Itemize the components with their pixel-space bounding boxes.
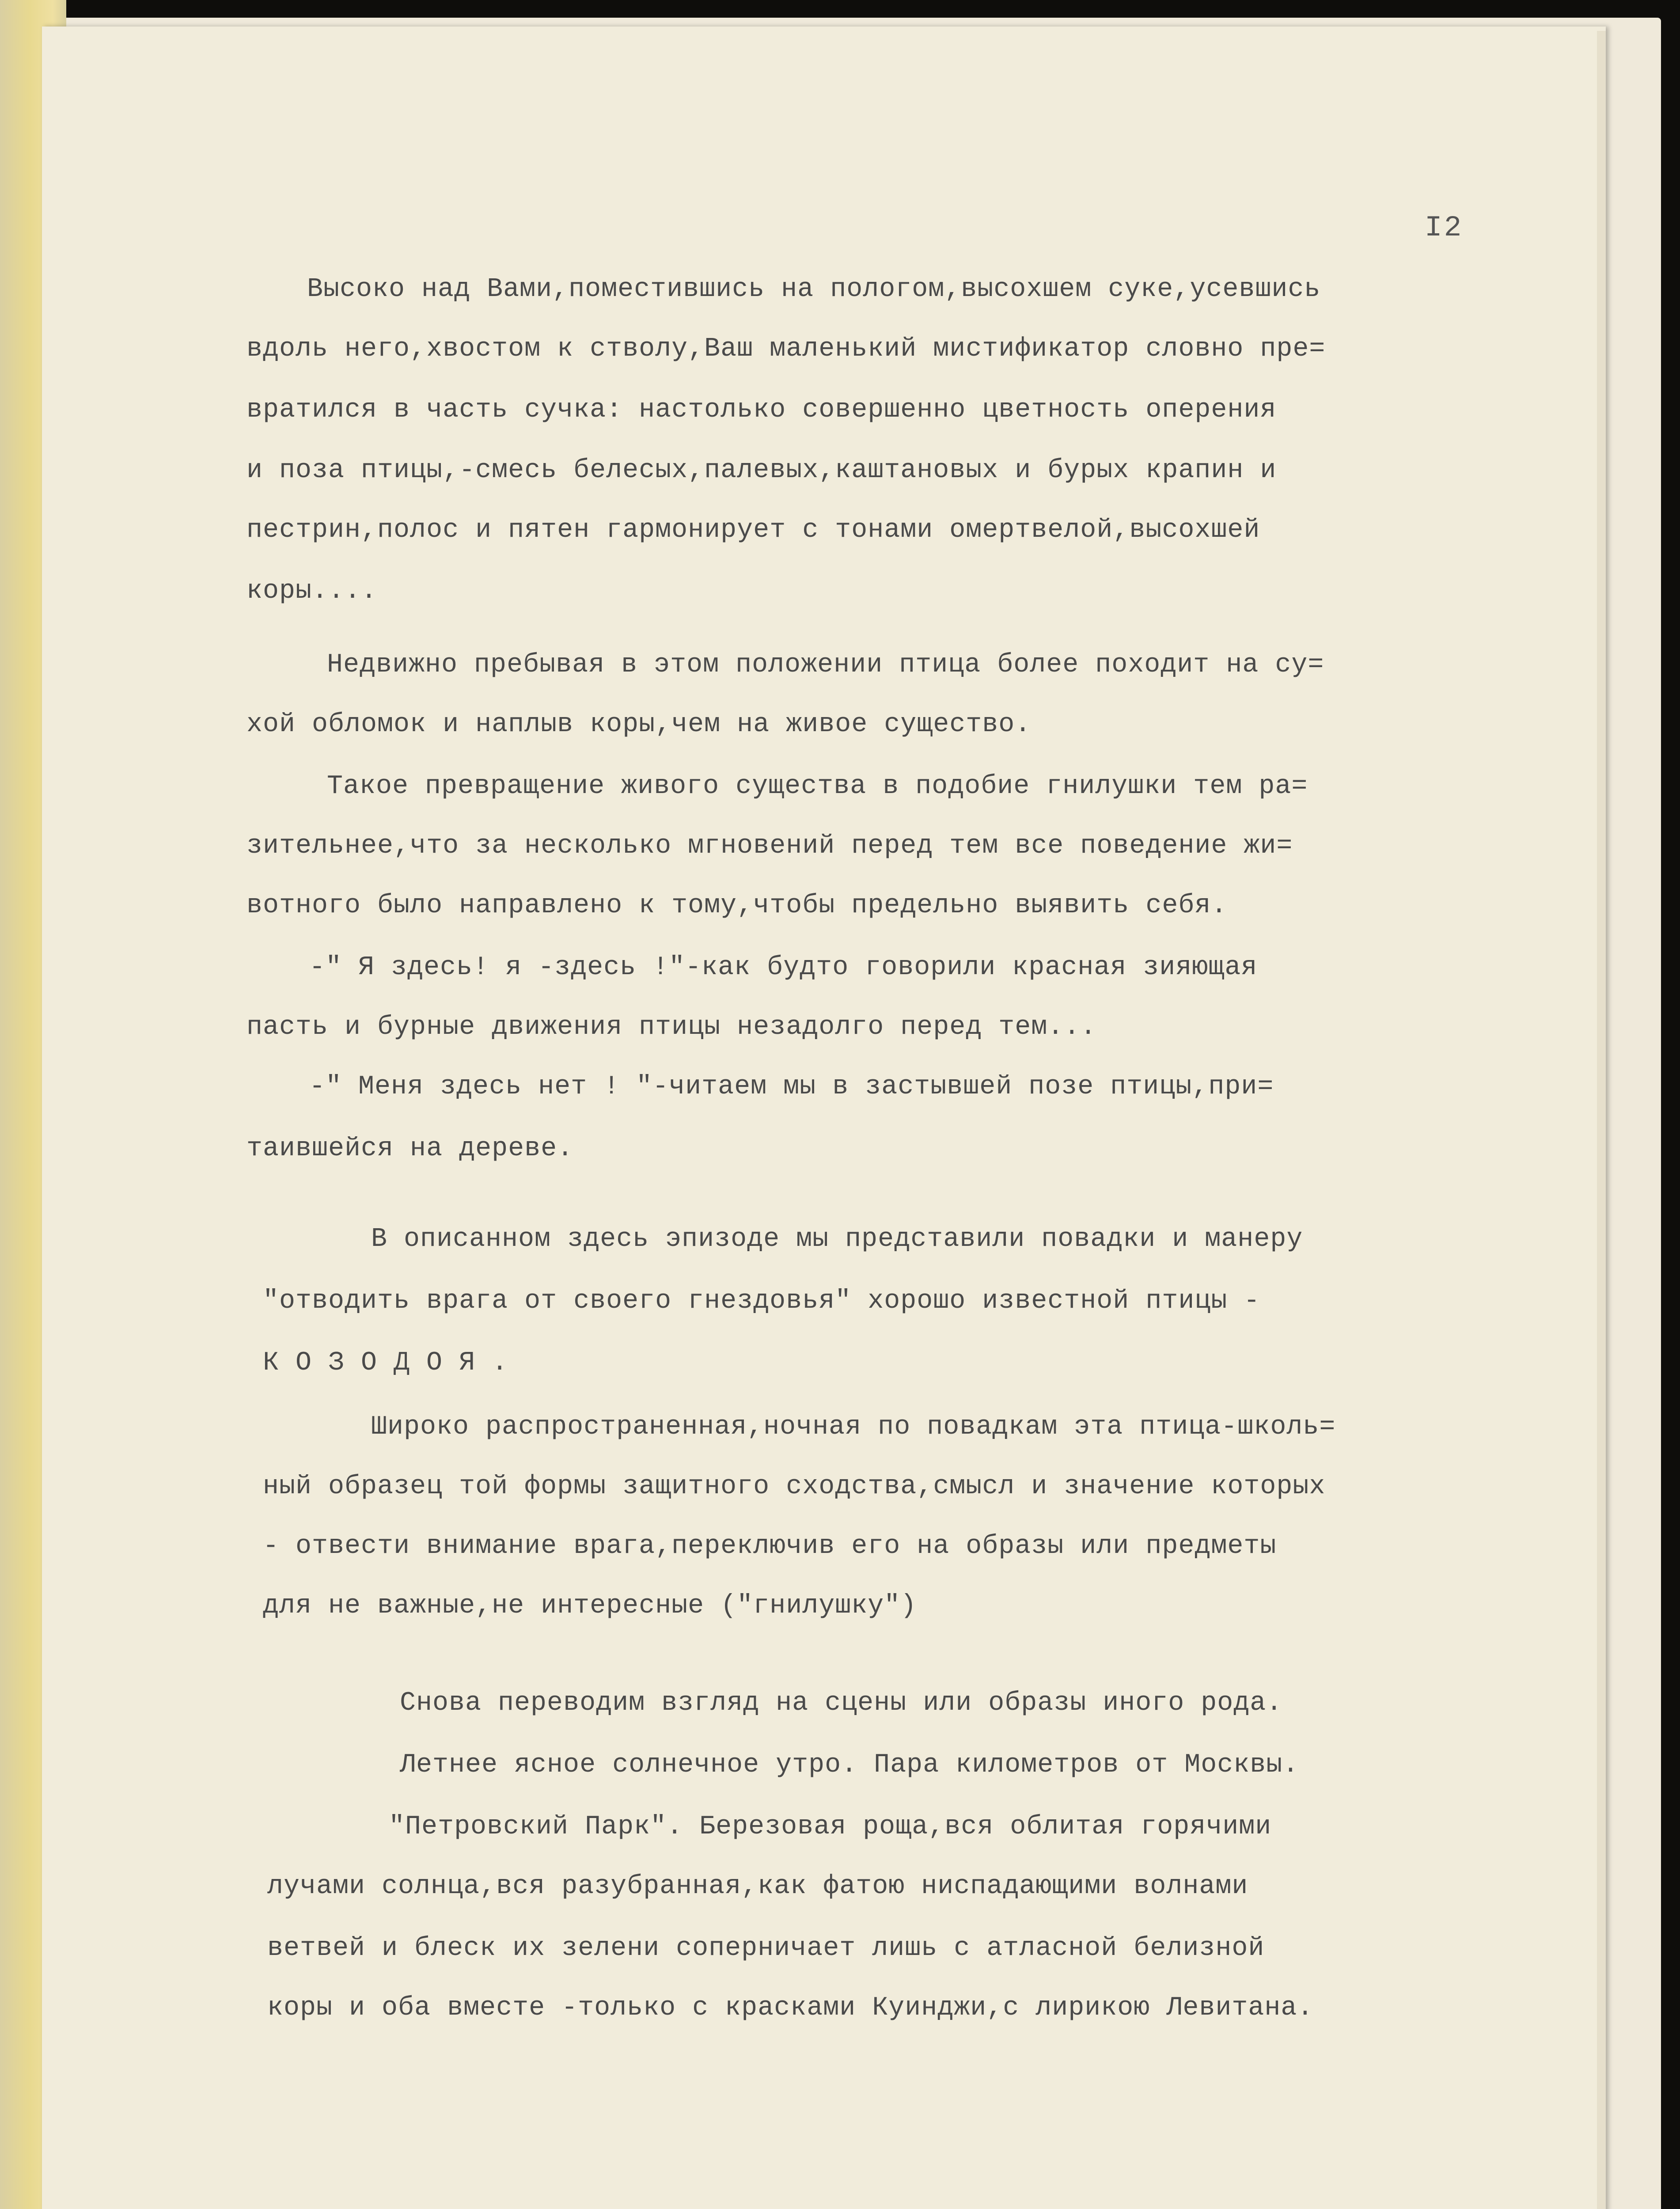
text-line: ветвей и блеск их зелени соперничает лишь с атласной белизной: [267, 1933, 1265, 1963]
text-line: вдоль него,хвостом к стволу,Ваш маленький мистификатор словно пре=: [247, 334, 1326, 364]
text-line: вотного было направлено к тому,чтобы предельно выявить себя.: [247, 891, 1228, 921]
text-line: В описанном здесь эпизоде мы представили повадки и манеру: [371, 1224, 1303, 1254]
text-line: пасть и бурные движения птицы незадолго перед тем...: [247, 1012, 1097, 1042]
text-line: для не важные,не интересные ("гнилушку"): [263, 1591, 917, 1621]
text-line: "отводить врага от своего гнездовья" хорошо известной птицы -: [263, 1286, 1260, 1316]
text-line: Летнее ясное солнечное утро. Пара километров от Москвы.: [400, 1750, 1299, 1780]
text-line: лучами солнца,вся разубранная,как фатою ниспадающими волнами: [267, 1871, 1248, 1902]
text-line: Снова переводим взгляд на сцены или образы иного рода.: [400, 1688, 1283, 1718]
text-line: Недвижно пребывая в этом положении птица более походит на су=: [327, 650, 1324, 680]
text-line: пестрин,полос и пятен гармонирует с тонами омертвелой,высохшей: [247, 515, 1260, 545]
text-line: "Петровский Парк". Березовая роща,вся облитая горячими: [389, 1812, 1272, 1842]
text-line: зительнее,что за несколько мгновений перед тем все поведение жи=: [247, 831, 1293, 861]
text-line: Такое превращение живого существа в подобие гнилушки тем ра=: [327, 771, 1308, 801]
text-line: - отвести внимание врага,переключив его на образы или предметы: [263, 1531, 1277, 1561]
text-line: Высоко над Вами,поместившись на пологом,высохшем суке,усевшись: [307, 274, 1321, 304]
text-line: -" Меня здесь нет ! "-читаем мы в застывшей позе птицы,при=: [309, 1072, 1274, 1102]
text-line: Широко распространенная,ночная по повадкам эта птица-школь=: [371, 1412, 1336, 1442]
text-line: хой обломок и наплыв коры,чем на живое существо.: [247, 710, 1032, 740]
text-line: ный образец той формы защитного сходства,смысл и значение которых: [263, 1472, 1326, 1502]
text-line: таившейся на дереве.: [247, 1134, 574, 1164]
text-line: коры и оба вместе -только с красками Куинджи,с лирикою Левитана.: [267, 1993, 1314, 2023]
text-line: -" Я здесь! я -здесь !"-как будто говорили красная зияющая: [309, 953, 1258, 983]
text-line: и поза птицы,-смесь белесых,палевых,каштановых и бурых крапин и: [247, 455, 1277, 486]
text-line: К О З О Д О Я .: [263, 1348, 508, 1378]
text-line: коры....: [247, 576, 378, 606]
text-line: вратился в часть сучка: настолько совершенно цветность оперения: [247, 395, 1277, 425]
page-number: I2: [1425, 211, 1464, 244]
page-edge: [1597, 31, 1606, 2209]
